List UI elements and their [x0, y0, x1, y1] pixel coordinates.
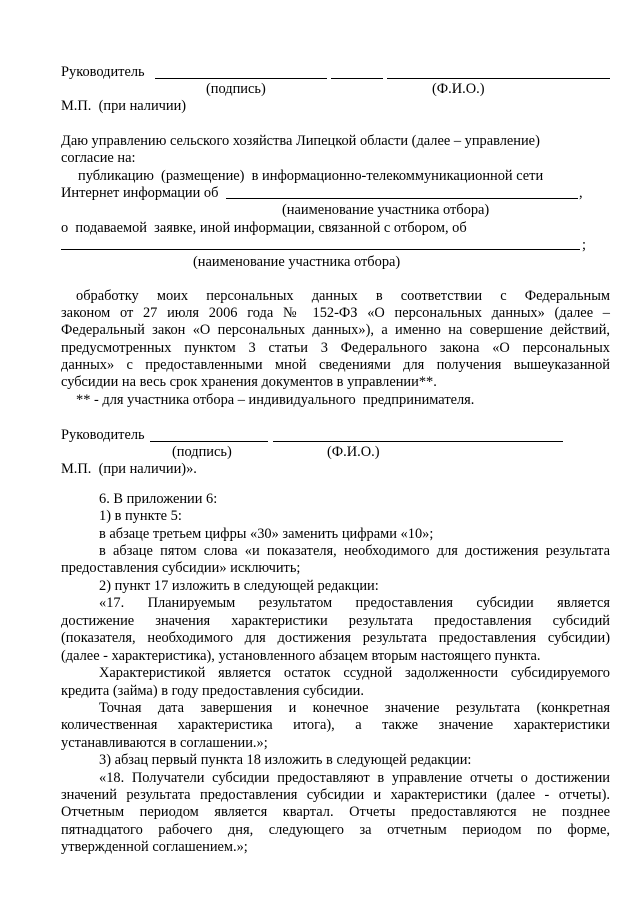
amend-line: «18. Получатели субсидии предоставляют в управление отчеты о достижении	[99, 770, 610, 786]
fill-line	[226, 198, 578, 199]
amend-line: Точная дата завершения и конечное значение результата (конкретная	[99, 700, 610, 716]
amend-line: Отчетным периодом является квартал. Отчеты предоставляются не позднее	[61, 804, 610, 820]
consent-line: о подаваемой заявке, иной информации, связанной с отбором, об	[61, 220, 467, 236]
signature-line	[331, 78, 383, 79]
amend-line: «17. Планируемым результатом предоставления субсидии является	[99, 595, 610, 611]
amend-line: Характеристикой является остаток ссудной задолженности субсидируемого	[99, 665, 610, 681]
paragraph-line: субсидии на весь срок хранения документов в управлении**.	[61, 374, 437, 390]
consent-line: Даю управлению сельского хозяйства Липецкой области (далее – управление)	[61, 133, 540, 149]
amend-line: кредита (займа) в году предоставления субсидии.	[61, 683, 364, 699]
amend-line: в абзаце третьем цифры «30» заменить цифрами «10»;	[99, 526, 434, 542]
paragraph-line: обработку моих персональных данных в соответствии с Федеральным	[76, 288, 610, 304]
amend-line: пятнадцатого рабочего дня, следующего за отчетным периодом по форме,	[61, 822, 610, 838]
amend-line: утвержденной соглашением.»;	[61, 839, 248, 855]
consent-punct: ,	[579, 185, 583, 201]
field-caption: (наименование участника отбора)	[282, 202, 490, 218]
paragraph-line: данных» с предоставленными мной сведениями для получения вышеуказанной	[61, 357, 610, 373]
amend-line: 3) абзац первый пункта 18 изложить в следующей редакции:	[99, 752, 472, 768]
signature-head-label: Руководитель	[61, 64, 145, 80]
stamp-label: М.П. (при наличии)	[61, 98, 187, 114]
paragraph-line: Федеральный закон «О персональных данных»), а именно на совершение действий,	[61, 322, 610, 338]
amend-line: 1) в пункте 5:	[99, 508, 182, 524]
paragraph-line: предусмотренных пунктом 3 статьи 3 Федерального закона «О персональных	[61, 340, 610, 356]
signature-caption: (подпись)	[206, 81, 266, 97]
paragraph-line: законом от 27 июля 2006 года № 152-ФЗ «О персональных данных» (далее –	[61, 305, 610, 321]
amend-line: 6. В приложении 6:	[99, 491, 218, 507]
consent-line: публикацию (размещение) в информационно-телекоммуникационной сети	[78, 168, 544, 184]
amend-line: достижение значения характеристики результата предоставления субсидий	[61, 613, 610, 629]
consent-line: согласие на:	[61, 150, 136, 166]
amend-line: значений результата предоставления субсидии и характеристики (далее - отчеты).	[61, 787, 610, 803]
stamp-label: М.П. (при наличии)».	[61, 461, 197, 477]
footnote: ** - для участника отбора – индивидуального предпринимателя.	[76, 392, 475, 408]
amend-line: количественная характеристика итога), а также значение характеристики	[61, 717, 610, 733]
fio-caption: (Ф.И.О.)	[432, 81, 485, 97]
amend-line: в абзаце пятом слова «и показателя, необходимого для достижения результата	[99, 543, 610, 559]
amend-line: устанавливаются в соглашении.»;	[61, 735, 268, 751]
consent-line: Интернет информации об	[61, 185, 219, 201]
field-caption: (наименование участника отбора)	[193, 254, 401, 270]
fio-line	[387, 78, 610, 79]
signature-line	[155, 78, 327, 79]
signature-line	[150, 441, 268, 442]
amend-line: предоставления субсидии» исключить;	[61, 560, 301, 576]
signature-caption: (подпись)	[172, 444, 232, 460]
signature-head-label: Руководитель	[61, 427, 145, 443]
amend-line: (показателя, необходимого для достижения результата предоставления субсидии)	[61, 630, 610, 646]
fill-line	[61, 249, 580, 250]
consent-punct: ;	[582, 237, 586, 253]
amend-line: (далее - характеристика), установленного абзацем вторым настоящего пункта.	[61, 648, 541, 664]
fio-line	[273, 441, 563, 442]
fio-caption: (Ф.И.О.)	[327, 444, 380, 460]
amend-line: 2) пункт 17 изложить в следующей редакции:	[99, 578, 379, 594]
